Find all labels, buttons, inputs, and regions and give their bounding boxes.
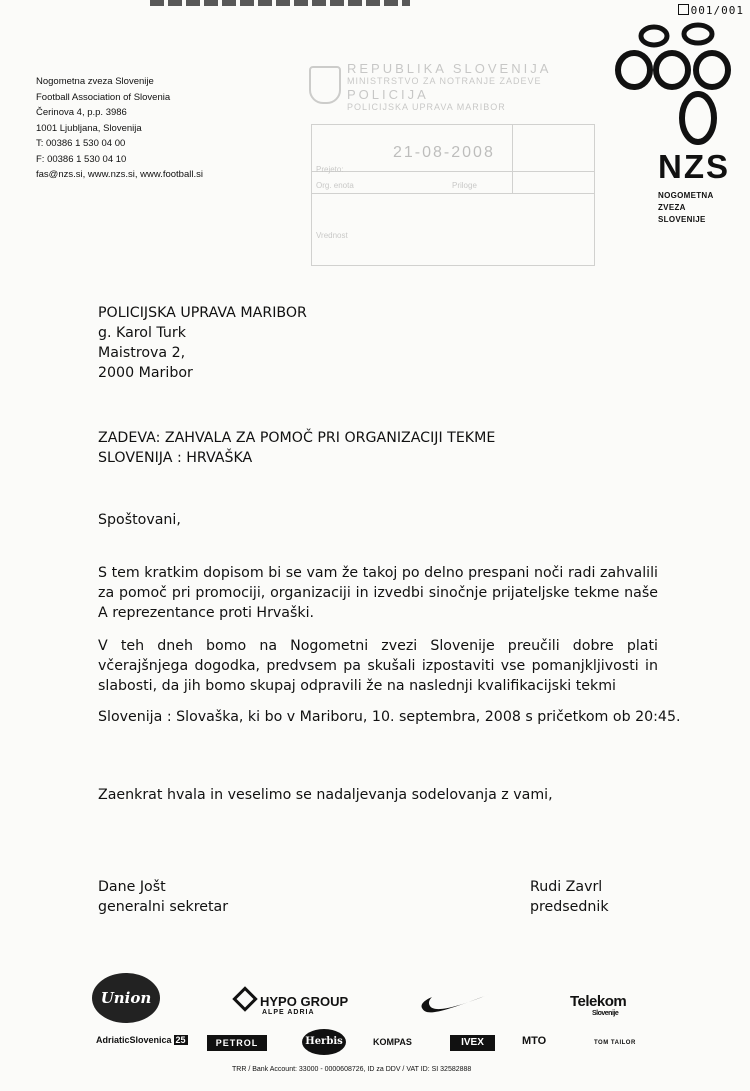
fax-page-number: 001/001 xyxy=(678,4,744,17)
recipient-address: POLICIJSKA UPRAVA MARIBOR g. Karol Turk Maistrova 2, 2000 Maribor xyxy=(98,305,307,381)
sponsor-kompas-logo: KOMPAS xyxy=(373,1037,412,1047)
nzs-logo xyxy=(610,20,745,235)
closing-line: Zaenkrat hvala in veselimo se nadaljevanja sodelovanja z vami, xyxy=(98,787,553,803)
nzs-rings-icon xyxy=(610,20,745,155)
sponsor-hypo-logo: HYPO GROUP ALPE ADRIA xyxy=(236,990,348,1016)
signature-left xyxy=(98,877,228,917)
sponsor-mto-logo: MTO xyxy=(522,1035,547,1047)
signature-right xyxy=(530,877,609,917)
signer-name: Rudi Zavrl xyxy=(530,879,603,895)
sponsor-petrol-logo: PETROL xyxy=(207,1035,267,1051)
sender-line: F: 00386 1 530 04 10 xyxy=(36,153,127,165)
sender-line: Football Association of Slovenia xyxy=(36,91,171,103)
stamp-label: Prejeto: xyxy=(316,165,344,174)
stamp-label: Org. enota xyxy=(316,181,354,190)
logo-abbr: NZS xyxy=(658,148,730,185)
bank-footer: TRR / Bank Account: 33000 - 0000608726, ID za DDV / VAT ID: SI 32582888 xyxy=(232,1066,472,1073)
logo-subtitle: NOGOMETNA ZVEZA SLOVENIJE xyxy=(658,191,714,224)
sender-line: fas@nzs.si, www.nzs.si, www.football.si xyxy=(36,169,203,180)
subject: ZADEVA: ZAHVALA ZA POMOČ PRI ORGANIZACIJI TEKME SLOVENIJA : HRVAŠKA xyxy=(98,430,496,466)
stamp-label: Vrednost xyxy=(316,231,348,240)
signer-name: Dane Jošt xyxy=(98,879,166,895)
stamp-date: 21-08-2008 xyxy=(393,144,495,161)
greeting: Spoštovani, xyxy=(98,512,181,528)
sender-line: Čerinova 4, p.p. 3986 xyxy=(36,107,127,118)
sponsor-herbis-logo: Herbis xyxy=(302,1029,346,1055)
signer-title: generalni sekretar xyxy=(98,899,229,915)
stamp-header: REPUBLIKA SLOVENIJA MINISTRSTVO ZA NOTRANJE ZADEVE POLICIJA POLICIJSKA UPRAVA MARIBOR xyxy=(347,61,552,112)
hypo-mark-icon xyxy=(232,986,257,1011)
received-stamp xyxy=(305,62,605,274)
stamp-label: Priloge xyxy=(452,181,477,190)
sponsor-tomtailor-logo: TOM TAILOR xyxy=(594,1040,636,1046)
sponsor-telekom-logo: Telekom Slovenije xyxy=(570,993,627,1017)
fax-header-strip xyxy=(150,0,410,6)
coat-of-arms-icon xyxy=(309,66,341,104)
sender-line: Nogometna zveza Slovenije xyxy=(36,76,154,87)
sponsor-ivex-logo: IVEX xyxy=(450,1035,495,1051)
sponsor-adriatic-logo: AdriaticSlovenica 25 xyxy=(96,1035,186,1045)
signer-title: predsednik xyxy=(530,899,609,915)
sender-line: T: 00386 1 530 04 00 xyxy=(36,138,126,149)
paragraph: S tem kratkim dopisom bi se vam že takoj po delno prespani noči radi zahvalili za pomoč pri promociji, organizaciji in izvedbi sinočnje prijateljske tekme naše A reprezentance proti Hrvaški. xyxy=(98,565,658,621)
nike-swoosh-icon xyxy=(420,990,492,1016)
checkbox-icon xyxy=(678,4,689,15)
sender-address xyxy=(36,74,203,183)
paragraph: Slovenija : Slovaška, ki bo v Mariboru, 10. septembra, 2008 s pričetkom ob 20:45. xyxy=(98,709,681,725)
paragraph: V teh dneh bomo na Nogometni zvezi Slovenije preučili dobre plati včerajšnjega dogodka, predvsem pa skušali izpostaviti vse pomanjkljivosti in slabosti, da jih bomo skupaj odpravili že na naslednji kvalifikacijski tekmi xyxy=(98,638,658,694)
sponsor-union-logo: Union xyxy=(92,973,160,1023)
sender-line: 1001 Ljubljana, Slovenija xyxy=(36,122,142,134)
